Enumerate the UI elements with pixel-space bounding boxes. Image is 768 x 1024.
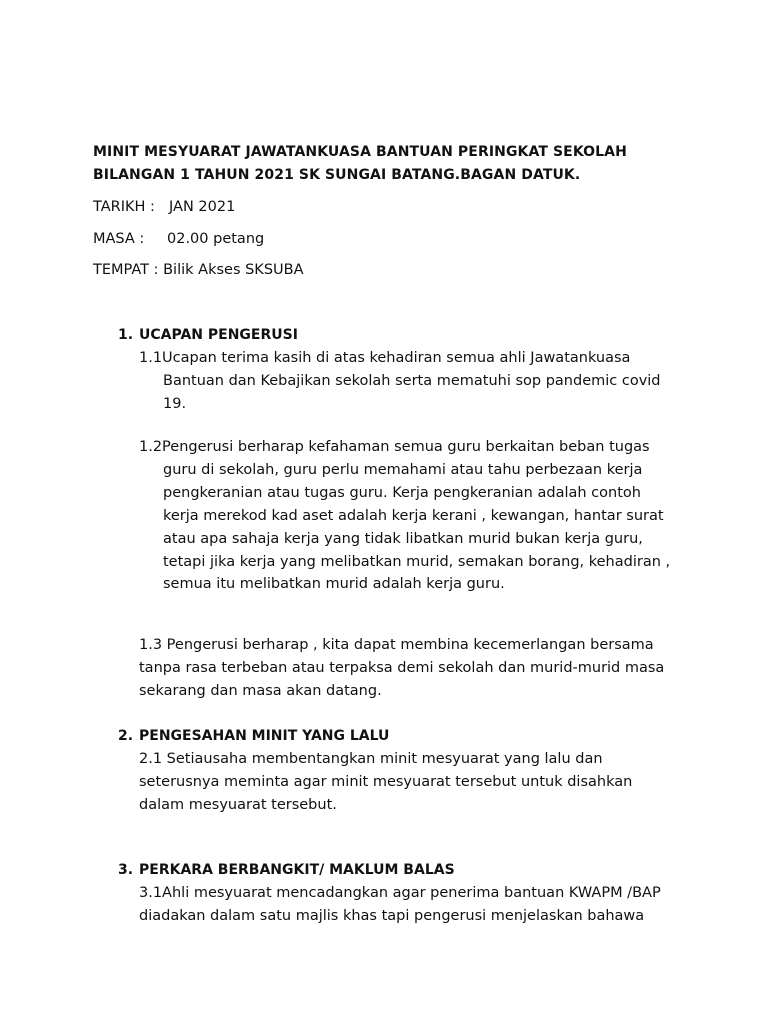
masa-row (93, 231, 265, 247)
paragraph-line: pengkeranian atau tugas guru. Kerja pengkeranian adalah contoh (163, 485, 641, 501)
tarikh-row (93, 199, 236, 215)
section-number: 1. (118, 327, 134, 343)
paragraph-line: 1.3 Pengerusi berharap , kita dapat membina kecemerlangan bersama (139, 637, 654, 653)
paragraph-line: 2.1 Setiausaha membentangkan minit mesyuarat yang lalu dan (139, 751, 603, 767)
paragraph-line: 1.1Ucapan terima kasih di atas kehadiran semua ahli Jawatankuasa (139, 350, 631, 366)
masa-value: 02.00 petang (167, 231, 265, 247)
paragraph-line: tetapi jika kerja yang melibatkan murid, semakan borang, kehadiran , (163, 554, 671, 570)
section-title: UCAPAN PENGERUSI (139, 327, 298, 343)
paragraph-line: tanpa rasa terbeban atau terpaksa demi sekolah dan murid-murid masa (139, 660, 665, 676)
paragraph-line: guru di sekolah, guru perlu memahami atau tahu perbezaan kerja (163, 462, 643, 478)
paragraph-line: 19. (163, 396, 187, 412)
tempat-value: Bilik Akses SKSUBA (163, 262, 304, 278)
paragraph-line: Bantuan dan Kebajikan sekolah serta mematuhi sop pandemic covid (163, 373, 661, 389)
tempat-row (93, 262, 304, 278)
tarikh-value: JAN 2021 (169, 199, 236, 215)
section-title: PERKARA BERBANGKIT/ MAKLUM BALAS (139, 862, 455, 878)
tarikh-label: TARIKH : (93, 199, 155, 215)
document-title-line-2: BILANGAN 1 TAHUN 2021 SK SUNGAI BATANG.BAGAN DATUK. (93, 167, 581, 183)
paragraph-line: seterusnya meminta agar minit mesyuarat tersebut untuk disahkan (139, 774, 633, 790)
section-heading-1 (118, 327, 298, 343)
paragraph-line: sekarang dan masa akan datang. (139, 683, 382, 699)
document-title-line-1: MINIT MESYUARAT JAWATANKUASA BANTUAN PERINGKAT SEKOLAH (93, 144, 627, 160)
tempat-label: TEMPAT : (93, 262, 159, 278)
section-number: 2. (118, 728, 134, 744)
paragraph-line: semua itu melibatkan murid adalah kerja guru. (163, 576, 505, 592)
paragraph-line: 3.1Ahli mesyuarat mencadangkan agar penerima bantuan KWAPM /BAP (139, 885, 661, 901)
masa-label: MASA : (93, 231, 145, 247)
paragraph-line: atau apa sahaja kerja yang tidak libatkan murid bukan kerja guru, (163, 531, 643, 547)
paragraph-line: dalam mesyuarat tersebut. (139, 797, 337, 813)
paragraph-line: 1.2Pengerusi berharap kefahaman semua guru berkaitan beban tugas (139, 439, 650, 455)
section-number: 3. (118, 862, 134, 878)
paragraph-line: kerja merekod kad aset adalah kerja kerani , kewangan, hantar surat (163, 508, 664, 524)
section-heading-2 (118, 728, 389, 744)
paragraph-line: diadakan dalam satu majlis khas tapi pengerusi menjelaskan bahawa (139, 908, 645, 924)
section-heading-3 (118, 862, 455, 878)
section-title: PENGESAHAN MINIT YANG LALU (139, 728, 390, 744)
